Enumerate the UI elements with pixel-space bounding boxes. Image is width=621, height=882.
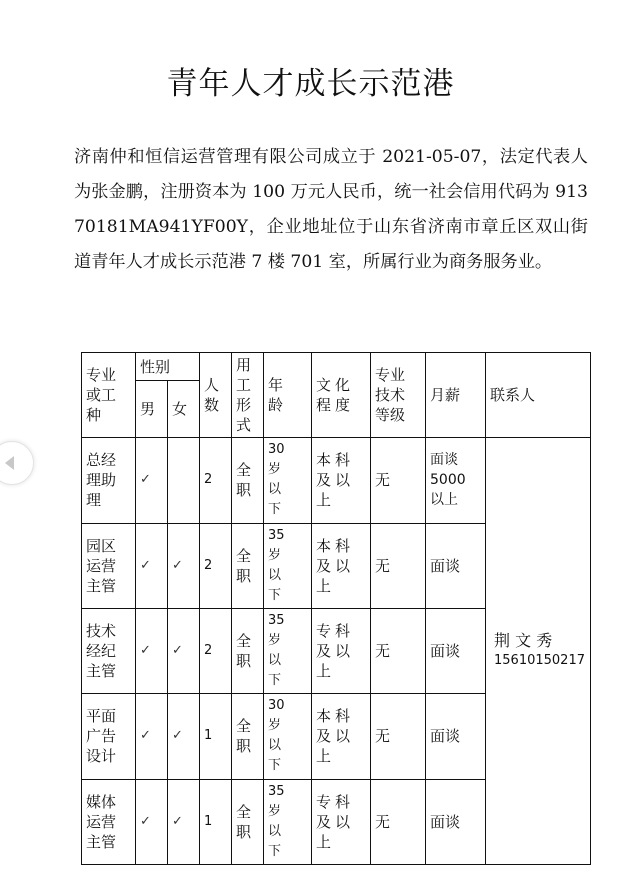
- header-employment: 用工形式: [232, 353, 264, 438]
- header-salary: 月薪: [426, 353, 486, 438]
- page-title: 青年人才成长示范港: [166, 66, 455, 102]
- header-count: 人数: [200, 353, 232, 438]
- header-age: 年龄: [264, 353, 312, 438]
- age-requirement: 30岁以下: [264, 694, 312, 779]
- female-check: ✓: [168, 779, 200, 864]
- headcount: 1: [200, 779, 232, 864]
- job-name: 园区运营主管: [82, 523, 136, 608]
- header-skill: 专业技术等级: [371, 353, 426, 438]
- age-requirement: 30岁以下: [264, 438, 312, 523]
- job-name: 技术经纪主管: [82, 608, 136, 693]
- header-contact: 联系人: [486, 353, 591, 438]
- female-check: ✓: [168, 608, 200, 693]
- salary: 面谈: [426, 694, 486, 779]
- header-female: 女: [168, 381, 200, 438]
- age-requirement: 35岁以下: [264, 779, 312, 864]
- age-requirement: 35岁以下: [264, 608, 312, 693]
- table-header-row: [82, 353, 591, 381]
- table-row: [82, 438, 591, 523]
- employment-type: 全职: [232, 523, 264, 608]
- contact-phone: 15610150217: [494, 653, 585, 669]
- header-gender: 性别: [136, 353, 200, 381]
- employment-type: 全职: [232, 438, 264, 523]
- skill-level: 无: [371, 779, 426, 864]
- employment-type: 全职: [232, 694, 264, 779]
- header-job: 专业或工种: [82, 353, 136, 438]
- female-check: ✓: [168, 523, 200, 608]
- age-requirement: 35岁以下: [264, 523, 312, 608]
- skill-level: 无: [371, 523, 426, 608]
- skill-level: 无: [371, 608, 426, 693]
- skill-level: 无: [371, 694, 426, 779]
- employment-type: 全职: [232, 608, 264, 693]
- job-name: 平面广告设计: [82, 694, 136, 779]
- job-name: 总经理助理: [82, 438, 136, 523]
- header-education: 文化程度: [312, 353, 371, 438]
- salary: 面谈5000以上: [426, 438, 486, 523]
- education-requirement: 专科及以上: [312, 608, 371, 693]
- education-requirement: 本科及以上: [312, 438, 371, 523]
- salary: 面谈: [426, 608, 486, 693]
- employment-type: 全职: [232, 779, 264, 864]
- headcount: 1: [200, 694, 232, 779]
- male-check: ✓: [136, 779, 168, 864]
- contact-name: 荆 文 秀: [494, 631, 553, 651]
- male-check: ✓: [136, 438, 168, 523]
- intro-paragraph: 济南仲和恒信运营管理有限公司成立于 2021-05-07，法定代表人为张金鹏，注册资本为 100 万元人民币，统一社会信用代码为 91370181MA941YF00Y，企业地址位于山东省济南市章丘区双山街道青年人才成长示范港 7 楼 701 室，所属行业为商务服务业。: [74, 147, 588, 272]
- skill-level: 无: [371, 438, 426, 523]
- male-check: ✓: [136, 523, 168, 608]
- education-requirement: 本科及以上: [312, 523, 371, 608]
- header-male: 男: [136, 381, 168, 438]
- education-requirement: 专科及以上: [312, 779, 371, 864]
- headcount: 2: [200, 523, 232, 608]
- salary: 面谈: [426, 523, 486, 608]
- previous-page-button[interactable]: [0, 441, 34, 485]
- job-name: 媒体运营主管: [82, 779, 136, 864]
- salary: 面谈: [426, 779, 486, 864]
- male-check: ✓: [136, 608, 168, 693]
- contact-cell: [486, 438, 591, 865]
- chevron-left-icon: [5, 456, 14, 470]
- education-requirement: 本科及以上: [312, 694, 371, 779]
- male-check: ✓: [136, 694, 168, 779]
- female-check: ✓: [168, 694, 200, 779]
- job-table: [81, 352, 591, 865]
- headcount: 2: [200, 608, 232, 693]
- headcount: 2: [200, 438, 232, 523]
- female-check: [168, 438, 200, 523]
